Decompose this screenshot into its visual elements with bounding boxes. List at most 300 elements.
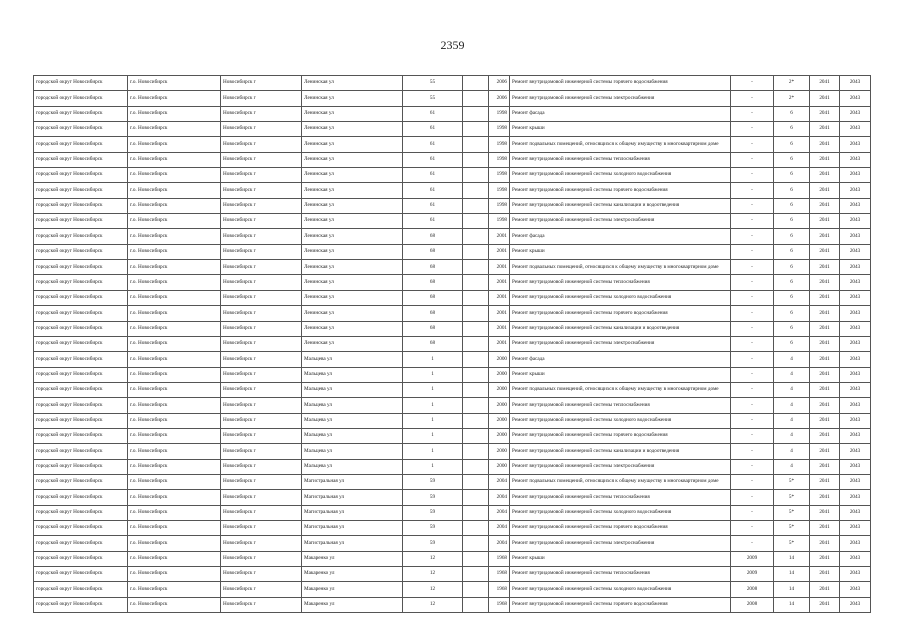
street-cell: Магистральная ул [302, 536, 403, 551]
year-built-cell: 2000 [489, 367, 510, 382]
municipality-cell: городской округ Новосибирск [34, 582, 128, 597]
priority-cell: 6 [774, 168, 810, 183]
start-year-cell: 2041 [810, 382, 840, 397]
end-year-cell: 2043 [840, 474, 871, 489]
start-year-cell: 2041 [810, 551, 840, 566]
district-cell: г.о. Новосибирск [128, 536, 221, 551]
priority-cell: 4 [774, 352, 810, 367]
priority-cell: 2* [774, 91, 810, 106]
district-cell: г.о. Новосибирск [128, 321, 221, 336]
work-type-cell: Ремонт внутридомовой инженерной системы горячего водоснабжения [510, 76, 731, 91]
work-type-cell: Ремонт фасада [510, 229, 731, 244]
city-cell: Новосибирск г [221, 244, 302, 259]
city-cell: Новосибирск г [221, 413, 302, 428]
district-cell: г.о. Новосибирск [128, 152, 221, 167]
work-type-cell: Ремонт внутридомовой инженерной системы канализации и водоотведения [510, 321, 731, 336]
start-year-cell: 2041 [810, 505, 840, 520]
municipality-cell: городской округ Новосибирск [34, 321, 128, 336]
end-year-cell: 2043 [840, 536, 871, 551]
district-cell: г.о. Новосибирск [128, 352, 221, 367]
building-cell [463, 459, 489, 474]
house-cell: 1 [403, 459, 463, 474]
city-cell: Новосибирск г [221, 106, 302, 121]
end-year-cell: 2043 [840, 520, 871, 535]
work-type-cell: Ремонт фасада [510, 106, 731, 121]
district-cell: г.о. Новосибирск [128, 367, 221, 382]
district-cell: г.о. Новосибирск [128, 490, 221, 505]
building-cell [463, 551, 489, 566]
last-repair-cell: - [731, 122, 774, 137]
street-cell: Ленинская ул [302, 76, 403, 91]
year-built-cell: 1998 [489, 214, 510, 229]
city-cell: Новосибирск г [221, 474, 302, 489]
end-year-cell: 2043 [840, 382, 871, 397]
district-cell: г.о. Новосибирск [128, 168, 221, 183]
year-built-cell: 2006 [489, 91, 510, 106]
building-cell [463, 474, 489, 489]
district-cell: г.о. Новосибирск [128, 122, 221, 137]
last-repair-cell: - [731, 306, 774, 321]
year-built-cell: 2004 [489, 490, 510, 505]
priority-cell: 4 [774, 367, 810, 382]
work-type-cell: Ремонт крыши [510, 551, 731, 566]
municipality-cell: городской округ Новосибирск [34, 597, 128, 612]
last-repair-cell: 2008 [731, 582, 774, 597]
work-type-cell: Ремонт внутридомовой инженерной системы теплоснабжения [510, 490, 731, 505]
street-cell: Мальцева ул [302, 413, 403, 428]
year-built-cell: 1998 [489, 198, 510, 213]
street-cell: Мальцева ул [302, 352, 403, 367]
last-repair-cell: - [731, 536, 774, 551]
year-built-cell: 2000 [489, 382, 510, 397]
start-year-cell: 2041 [810, 520, 840, 535]
end-year-cell: 2043 [840, 567, 871, 582]
table-row [34, 336, 871, 351]
district-cell: г.о. Новосибирск [128, 551, 221, 566]
table-row [34, 76, 871, 91]
last-repair-cell: - [731, 352, 774, 367]
start-year-cell: 2041 [810, 398, 840, 413]
work-type-cell: Ремонт внутридомовой инженерной системы теплоснабжения [510, 275, 731, 290]
house-cell: 59 [403, 505, 463, 520]
city-cell: Новосибирск г [221, 229, 302, 244]
work-type-cell: Ремонт внутридомовой инженерной системы канализации и водоотведения [510, 198, 731, 213]
municipality-cell: городской округ Новосибирск [34, 260, 128, 275]
repair-schedule-table [33, 75, 871, 613]
street-cell: Ленинская ул [302, 168, 403, 183]
municipality-cell: городской округ Новосибирск [34, 244, 128, 259]
building-cell [463, 229, 489, 244]
city-cell: Новосибирск г [221, 122, 302, 137]
house-cell: 1 [403, 367, 463, 382]
district-cell: г.о. Новосибирск [128, 382, 221, 397]
house-cell: 61 [403, 137, 463, 152]
priority-cell: 6 [774, 198, 810, 213]
municipality-cell: городской округ Новосибирск [34, 352, 128, 367]
city-cell: Новосибирск г [221, 137, 302, 152]
city-cell: Новосибирск г [221, 290, 302, 305]
last-repair-cell: - [731, 428, 774, 443]
end-year-cell: 2043 [840, 490, 871, 505]
year-built-cell: 2001 [489, 260, 510, 275]
street-cell: Ленинская ул [302, 183, 403, 198]
table-row [34, 474, 871, 489]
house-cell: 68 [403, 275, 463, 290]
house-cell: 1 [403, 413, 463, 428]
year-built-cell: 2000 [489, 428, 510, 443]
district-cell: г.о. Новосибирск [128, 520, 221, 535]
district-cell: г.о. Новосибирск [128, 444, 221, 459]
last-repair-cell: - [731, 382, 774, 397]
building-cell [463, 91, 489, 106]
start-year-cell: 2041 [810, 168, 840, 183]
municipality-cell: городской округ Новосибирск [34, 490, 128, 505]
table-row [34, 567, 871, 582]
district-cell: г.о. Новосибирск [128, 183, 221, 198]
year-built-cell: 1998 [489, 152, 510, 167]
priority-cell: 6 [774, 106, 810, 121]
district-cell: г.о. Новосибирск [128, 459, 221, 474]
house-cell: 1 [403, 428, 463, 443]
house-cell: 68 [403, 290, 463, 305]
start-year-cell: 2041 [810, 198, 840, 213]
city-cell: Новосибирск г [221, 582, 302, 597]
house-cell: 12 [403, 551, 463, 566]
year-built-cell: 2000 [489, 352, 510, 367]
year-built-cell: 2001 [489, 229, 510, 244]
city-cell: Новосибирск г [221, 444, 302, 459]
last-repair-cell: - [731, 520, 774, 535]
work-type-cell: Ремонт внутридомовой инженерной системы холодного водоснабжения [510, 168, 731, 183]
house-cell: 12 [403, 567, 463, 582]
house-cell: 61 [403, 198, 463, 213]
year-built-cell: 2001 [489, 275, 510, 290]
work-type-cell: Ремонт внутридомовой инженерной системы теплоснабжения [510, 152, 731, 167]
district-cell: г.о. Новосибирск [128, 398, 221, 413]
municipality-cell: городской округ Новосибирск [34, 106, 128, 121]
building-cell [463, 214, 489, 229]
city-cell: Новосибирск г [221, 490, 302, 505]
end-year-cell: 2043 [840, 444, 871, 459]
year-built-cell: 2001 [489, 306, 510, 321]
last-repair-cell: 2008 [731, 597, 774, 612]
year-built-cell: 1998 [489, 183, 510, 198]
end-year-cell: 2043 [840, 306, 871, 321]
last-repair-cell: - [731, 444, 774, 459]
end-year-cell: 2043 [840, 459, 871, 474]
building-cell [463, 582, 489, 597]
city-cell: Новосибирск г [221, 183, 302, 198]
priority-cell: 6 [774, 275, 810, 290]
table-row [34, 413, 871, 428]
end-year-cell: 2043 [840, 183, 871, 198]
municipality-cell: городской округ Новосибирск [34, 536, 128, 551]
district-cell: г.о. Новосибирск [128, 336, 221, 351]
priority-cell: 4 [774, 459, 810, 474]
building-cell [463, 398, 489, 413]
work-type-cell: Ремонт внутридомовой инженерной системы холодного водоснабжения [510, 413, 731, 428]
end-year-cell: 2043 [840, 168, 871, 183]
street-cell: Мальцева ул [302, 382, 403, 397]
priority-cell: 6 [774, 244, 810, 259]
street-cell: Ленинская ул [302, 137, 403, 152]
municipality-cell: городской округ Новосибирск [34, 567, 128, 582]
building-cell [463, 306, 489, 321]
table-row [34, 290, 871, 305]
table-body [34, 76, 871, 613]
start-year-cell: 2041 [810, 459, 840, 474]
table-row [34, 382, 871, 397]
building-cell [463, 76, 489, 91]
street-cell: Ленинская ул [302, 152, 403, 167]
priority-cell: 5* [774, 474, 810, 489]
work-type-cell: Ремонт подвальных помещений, относящихся к общему имуществу в многоквартирном доме [510, 474, 731, 489]
street-cell: Мальцева ул [302, 398, 403, 413]
priority-cell: 6 [774, 290, 810, 305]
table-row [34, 137, 871, 152]
house-cell: 12 [403, 582, 463, 597]
street-cell: Мальцева ул [302, 367, 403, 382]
municipality-cell: городской округ Новосибирск [34, 367, 128, 382]
end-year-cell: 2043 [840, 336, 871, 351]
work-type-cell: Ремонт подвальных помещений, относящихся к общему имуществу в многоквартирном доме [510, 382, 731, 397]
end-year-cell: 2043 [840, 321, 871, 336]
building-cell [463, 413, 489, 428]
work-type-cell: Ремонт внутридомовой инженерной системы электроснабжения [510, 536, 731, 551]
city-cell: Новосибирск г [221, 321, 302, 336]
start-year-cell: 2041 [810, 275, 840, 290]
table-row [34, 275, 871, 290]
municipality-cell: городской округ Новосибирск [34, 551, 128, 566]
table-row [34, 106, 871, 121]
table-row [34, 306, 871, 321]
work-type-cell: Ремонт внутридомовой инженерной системы холодного водоснабжения [510, 505, 731, 520]
house-cell: 55 [403, 91, 463, 106]
house-cell: 68 [403, 336, 463, 351]
work-type-cell: Ремонт внутридомовой инженерной системы электроснабжения [510, 214, 731, 229]
house-cell: 68 [403, 260, 463, 275]
last-repair-cell: - [731, 321, 774, 336]
work-type-cell: Ремонт фасада [510, 352, 731, 367]
municipality-cell: городской округ Новосибирск [34, 428, 128, 443]
building-cell [463, 428, 489, 443]
district-cell: г.о. Новосибирск [128, 229, 221, 244]
start-year-cell: 2041 [810, 321, 840, 336]
year-built-cell: 1968 [489, 567, 510, 582]
priority-cell: 6 [774, 122, 810, 137]
priority-cell: 4 [774, 398, 810, 413]
priority-cell: 14 [774, 567, 810, 582]
table-row [34, 551, 871, 566]
table-row [34, 490, 871, 505]
street-cell: Мальцева ул [302, 444, 403, 459]
priority-cell: 4 [774, 382, 810, 397]
last-repair-cell: 2009 [731, 567, 774, 582]
street-cell: Ленинская ул [302, 106, 403, 121]
street-cell: Магистральная ул [302, 490, 403, 505]
year-built-cell: 2004 [489, 505, 510, 520]
street-cell: Мальцева ул [302, 459, 403, 474]
street-cell: Ленинская ул [302, 244, 403, 259]
house-cell: 59 [403, 490, 463, 505]
municipality-cell: городской округ Новосибирск [34, 336, 128, 351]
end-year-cell: 2043 [840, 597, 871, 612]
building-cell [463, 152, 489, 167]
end-year-cell: 2043 [840, 413, 871, 428]
street-cell: Мальцева ул [302, 428, 403, 443]
city-cell: Новосибирск г [221, 91, 302, 106]
municipality-cell: городской округ Новосибирск [34, 152, 128, 167]
start-year-cell: 2041 [810, 536, 840, 551]
table-row [34, 444, 871, 459]
end-year-cell: 2043 [840, 505, 871, 520]
street-cell: Макаренко ул [302, 551, 403, 566]
last-repair-cell: - [731, 459, 774, 474]
start-year-cell: 2041 [810, 490, 840, 505]
municipality-cell: городской округ Новосибирск [34, 444, 128, 459]
house-cell: 61 [403, 106, 463, 121]
start-year-cell: 2041 [810, 260, 840, 275]
table-row [34, 152, 871, 167]
city-cell: Новосибирск г [221, 168, 302, 183]
street-cell: Магистральная ул [302, 474, 403, 489]
city-cell: Новосибирск г [221, 459, 302, 474]
work-type-cell: Ремонт крыши [510, 122, 731, 137]
district-cell: г.о. Новосибирск [128, 91, 221, 106]
last-repair-cell: - [731, 214, 774, 229]
house-cell: 68 [403, 244, 463, 259]
municipality-cell: городской округ Новосибирск [34, 459, 128, 474]
priority-cell: 4 [774, 413, 810, 428]
city-cell: Новосибирск г [221, 76, 302, 91]
work-type-cell: Ремонт внутридомовой инженерной системы горячего водоснабжения [510, 183, 731, 198]
year-built-cell: 1998 [489, 137, 510, 152]
house-cell: 55 [403, 76, 463, 91]
priority-cell: 2* [774, 76, 810, 91]
last-repair-cell: - [731, 505, 774, 520]
last-repair-cell: - [731, 413, 774, 428]
building-cell [463, 106, 489, 121]
house-cell: 1 [403, 352, 463, 367]
start-year-cell: 2041 [810, 152, 840, 167]
end-year-cell: 2043 [840, 229, 871, 244]
end-year-cell: 2043 [840, 152, 871, 167]
start-year-cell: 2041 [810, 336, 840, 351]
last-repair-cell: - [731, 106, 774, 121]
last-repair-cell: - [731, 91, 774, 106]
street-cell: Ленинская ул [302, 306, 403, 321]
start-year-cell: 2041 [810, 122, 840, 137]
year-built-cell: 2000 [489, 413, 510, 428]
city-cell: Новосибирск г [221, 198, 302, 213]
district-cell: г.о. Новосибирск [128, 413, 221, 428]
work-type-cell: Ремонт внутридомовой инженерной системы теплоснабжения [510, 398, 731, 413]
house-cell: 59 [403, 520, 463, 535]
priority-cell: 5* [774, 505, 810, 520]
house-cell: 59 [403, 536, 463, 551]
end-year-cell: 2043 [840, 214, 871, 229]
year-built-cell: 1998 [489, 106, 510, 121]
year-built-cell: 2000 [489, 459, 510, 474]
priority-cell: 6 [774, 214, 810, 229]
priority-cell: 14 [774, 551, 810, 566]
city-cell: Новосибирск г [221, 352, 302, 367]
district-cell: г.о. Новосибирск [128, 505, 221, 520]
municipality-cell: городской округ Новосибирск [34, 520, 128, 535]
end-year-cell: 2043 [840, 198, 871, 213]
start-year-cell: 2041 [810, 413, 840, 428]
table-row [34, 244, 871, 259]
year-built-cell: 2001 [489, 321, 510, 336]
house-cell: 61 [403, 168, 463, 183]
year-built-cell: 1968 [489, 597, 510, 612]
last-repair-cell: - [731, 152, 774, 167]
street-cell: Макаренко ул [302, 582, 403, 597]
building-cell [463, 122, 489, 137]
last-repair-cell: - [731, 275, 774, 290]
district-cell: г.о. Новосибирск [128, 582, 221, 597]
street-cell: Ленинская ул [302, 260, 403, 275]
table-row [34, 398, 871, 413]
last-repair-cell: - [731, 474, 774, 489]
street-cell: Ленинская ул [302, 91, 403, 106]
work-type-cell: Ремонт внутридомовой инженерной системы горячего водоснабжения [510, 428, 731, 443]
table-row [34, 367, 871, 382]
end-year-cell: 2043 [840, 352, 871, 367]
year-built-cell: 1968 [489, 551, 510, 566]
end-year-cell: 2043 [840, 428, 871, 443]
city-cell: Новосибирск г [221, 551, 302, 566]
house-cell: 61 [403, 214, 463, 229]
street-cell: Ленинская ул [302, 336, 403, 351]
priority-cell: 5* [774, 520, 810, 535]
building-cell [463, 490, 489, 505]
last-repair-cell: - [731, 183, 774, 198]
municipality-cell: городской округ Новосибирск [34, 275, 128, 290]
municipality-cell: городской округ Новосибирск [34, 168, 128, 183]
last-repair-cell: - [731, 168, 774, 183]
year-built-cell: 2001 [489, 336, 510, 351]
start-year-cell: 2041 [810, 474, 840, 489]
municipality-cell: городской округ Новосибирск [34, 398, 128, 413]
street-cell: Ленинская ул [302, 290, 403, 305]
start-year-cell: 2041 [810, 567, 840, 582]
table-row [34, 260, 871, 275]
priority-cell: 6 [774, 321, 810, 336]
street-cell: Ленинская ул [302, 198, 403, 213]
start-year-cell: 2041 [810, 290, 840, 305]
city-cell: Новосибирск г [221, 567, 302, 582]
street-cell: Ленинская ул [302, 122, 403, 137]
municipality-cell: городской округ Новосибирск [34, 306, 128, 321]
street-cell: Магистральная ул [302, 520, 403, 535]
table-row [34, 122, 871, 137]
building-cell [463, 260, 489, 275]
year-built-cell: 1998 [489, 122, 510, 137]
start-year-cell: 2041 [810, 244, 840, 259]
priority-cell: 14 [774, 582, 810, 597]
priority-cell: 6 [774, 229, 810, 244]
building-cell [463, 336, 489, 351]
street-cell: Ленинская ул [302, 214, 403, 229]
building-cell [463, 244, 489, 259]
work-type-cell: Ремонт внутридомовой инженерной системы холодного водоснабжения [510, 582, 731, 597]
district-cell: г.о. Новосибирск [128, 306, 221, 321]
start-year-cell: 2041 [810, 183, 840, 198]
house-cell: 61 [403, 183, 463, 198]
table-row [34, 597, 871, 612]
table-row [34, 198, 871, 213]
